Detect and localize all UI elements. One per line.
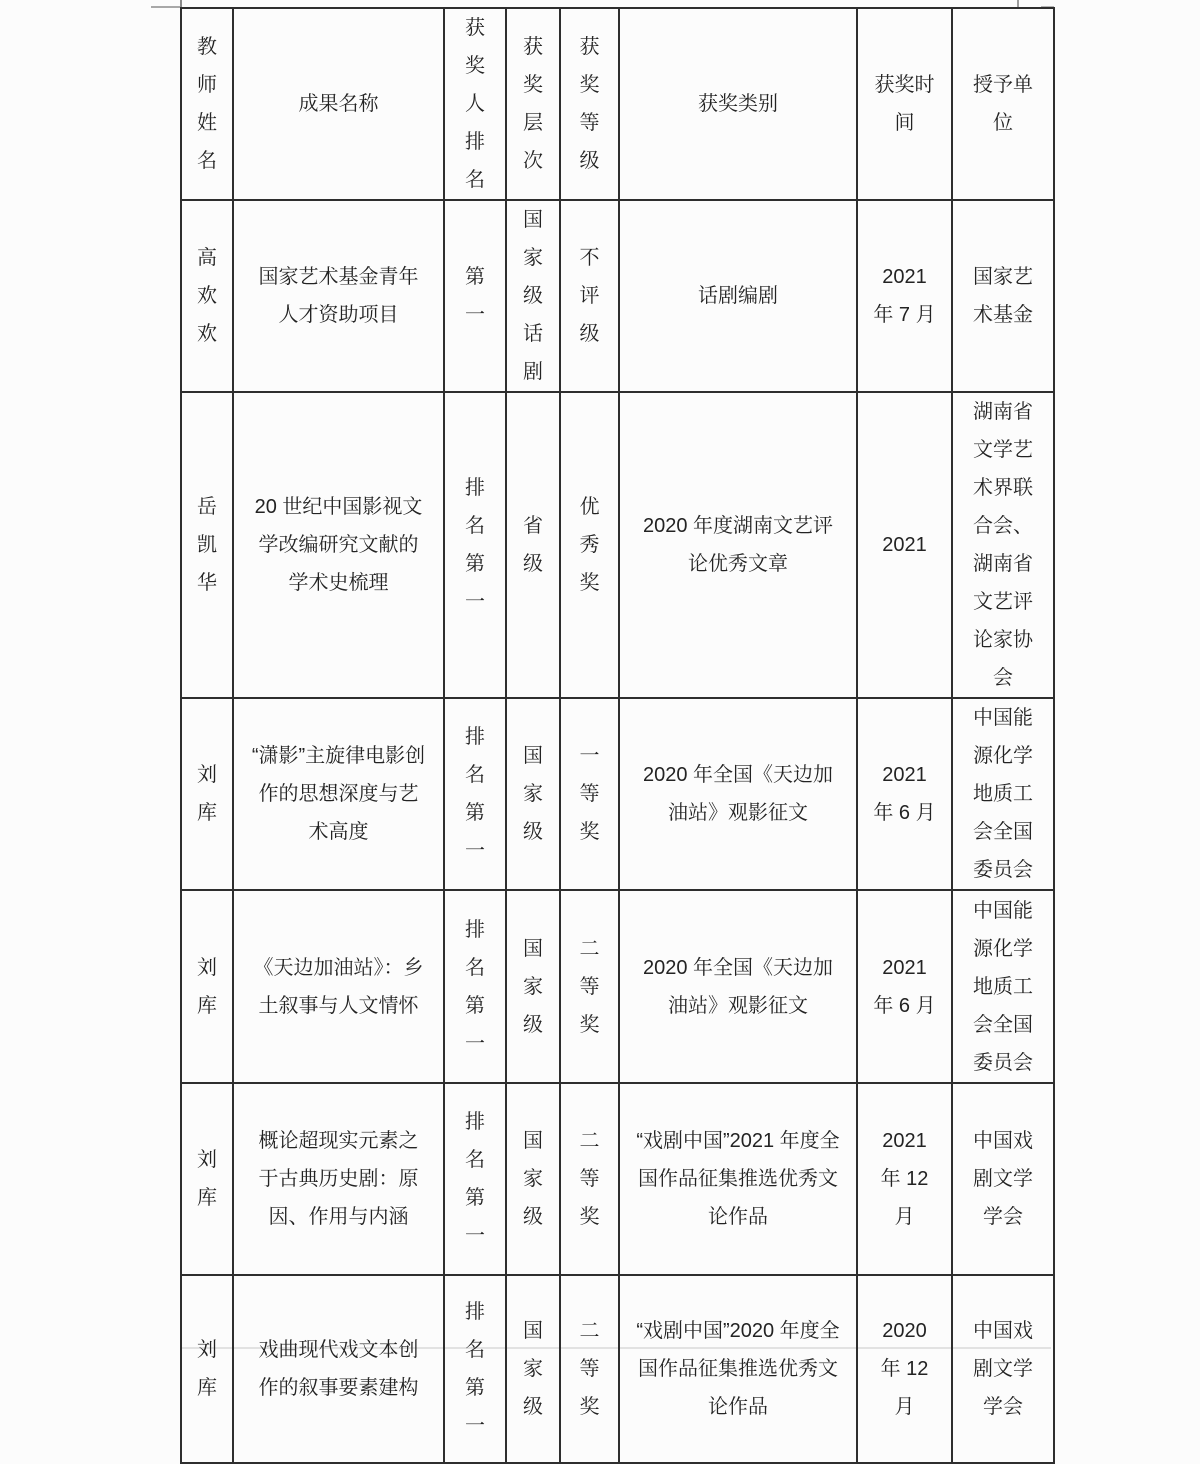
table-row	[181, 890, 1054, 1083]
cell-award-time: 2021 年 6 月	[857, 698, 952, 890]
cell-winner-rank: 第一	[444, 200, 506, 392]
table-row	[181, 1083, 1054, 1275]
cell-award-level: 国家级话剧	[506, 200, 560, 392]
cell-awarding-unit: 湖南省文学艺术界联合会、湖南省文艺评论家协会	[952, 392, 1054, 698]
cell-teacher-name: 刘库	[181, 890, 233, 1083]
table-header-row	[181, 8, 1054, 200]
cell-award-category: 2020 年度湖南文艺评论优秀文章	[619, 392, 857, 698]
cell-achievement-name: 国家艺术基金青年人才资助项目	[233, 200, 444, 392]
cell-achievement-name: 戏曲现代戏文本创作的叙事要素建构	[233, 1275, 444, 1463]
cell-winner-rank: 排名第一	[444, 890, 506, 1083]
cell-teacher-name: 刘库	[181, 1083, 233, 1275]
cell-award-time: 2020 年 12 月	[857, 1275, 952, 1463]
cell-teacher-name: 岳凯华	[181, 392, 233, 698]
cell-achievement-name: 20 世纪中国影视文学改编研究文献的学术史梳理	[233, 392, 444, 698]
cell-awarding-unit: 国家艺术基金	[952, 200, 1054, 392]
cell-teacher-name: 高欢欢	[181, 200, 233, 392]
cell-awarding-unit: 中国能源化学地质工会全国委员会	[952, 890, 1054, 1083]
cell-awarding-unit: 中国能源化学地质工会全国委员会	[952, 698, 1054, 890]
header-teacher-name: 教师姓名	[181, 8, 233, 200]
cell-award-level: 国家级	[506, 1083, 560, 1275]
cell-award-category: 话剧编剧	[619, 200, 857, 392]
cell-award-level: 国家级	[506, 1275, 560, 1463]
header-awarding-unit: 授予单位	[952, 8, 1054, 200]
header-award-grade: 获奖等级	[560, 8, 619, 200]
table-row	[181, 392, 1054, 698]
cell-achievement-name: “潇影”主旋律电影创作的思想深度与艺术高度	[233, 698, 444, 890]
header-award-time: 获奖时间	[857, 8, 952, 200]
cell-award-time: 2021 年 6 月	[857, 890, 952, 1083]
cell-award-grade: 不评级	[560, 200, 619, 392]
cell-award-time: 2021	[857, 392, 952, 698]
cell-award-level: 国家级	[506, 890, 560, 1083]
cell-achievement-name: 概论超现实元素之于古典历史剧：原因、作用与内涵	[233, 1083, 444, 1275]
cell-achievement-name: 《天边加油站》：乡土叙事与人文情怀	[233, 890, 444, 1083]
header-winner-rank: 获奖人排名	[444, 8, 506, 200]
cell-award-grade: 二等奖	[560, 1275, 619, 1463]
cell-award-grade: 优秀奖	[560, 392, 619, 698]
table-row	[181, 200, 1054, 392]
header-award-category: 获奖类别	[619, 8, 857, 200]
cell-winner-rank: 排名第一	[444, 1083, 506, 1275]
cell-award-level: 省级	[506, 392, 560, 698]
cell-teacher-name: 刘库	[181, 1275, 233, 1463]
cell-award-time: 2021 年 7 月	[857, 200, 952, 392]
cell-award-category: “戏剧中国”2021 年度全国作品征集推选优秀文论作品	[619, 1083, 857, 1275]
header-achievement-name: 成果名称	[233, 8, 444, 200]
cell-award-grade: 二等奖	[560, 890, 619, 1083]
cell-award-grade: 二等奖	[560, 1083, 619, 1275]
cell-teacher-name: 刘库	[181, 698, 233, 890]
cell-awarding-unit: 中国戏剧文学学会	[952, 1275, 1054, 1463]
page-crop-artifact-top-left	[151, 6, 182, 8]
table-header-row	[181, 8, 1054, 200]
cell-award-time: 2021 年 12 月	[857, 1083, 952, 1275]
cell-award-category: 2020 年全国《天边加油站》观影征文	[619, 890, 857, 1083]
table-row	[181, 1275, 1054, 1463]
cell-winner-rank: 排名第一	[444, 698, 506, 890]
cell-award-category: 2020 年全国《天边加油站》观影征文	[619, 698, 857, 890]
cell-award-category: “戏剧中国”2020 年度全国作品征集推选优秀文论作品	[619, 1275, 857, 1463]
cell-awarding-unit: 中国戏剧文学学会	[952, 1083, 1054, 1275]
cell-winner-rank: 排名第一	[444, 392, 506, 698]
cell-award-grade: 一等奖	[560, 698, 619, 890]
header-award-level: 获奖层次	[506, 8, 560, 200]
teacher-awards-table	[180, 7, 1055, 1464]
table-row	[181, 698, 1054, 890]
cell-award-level: 国家级	[506, 698, 560, 890]
cell-winner-rank: 排名第一	[444, 1275, 506, 1463]
